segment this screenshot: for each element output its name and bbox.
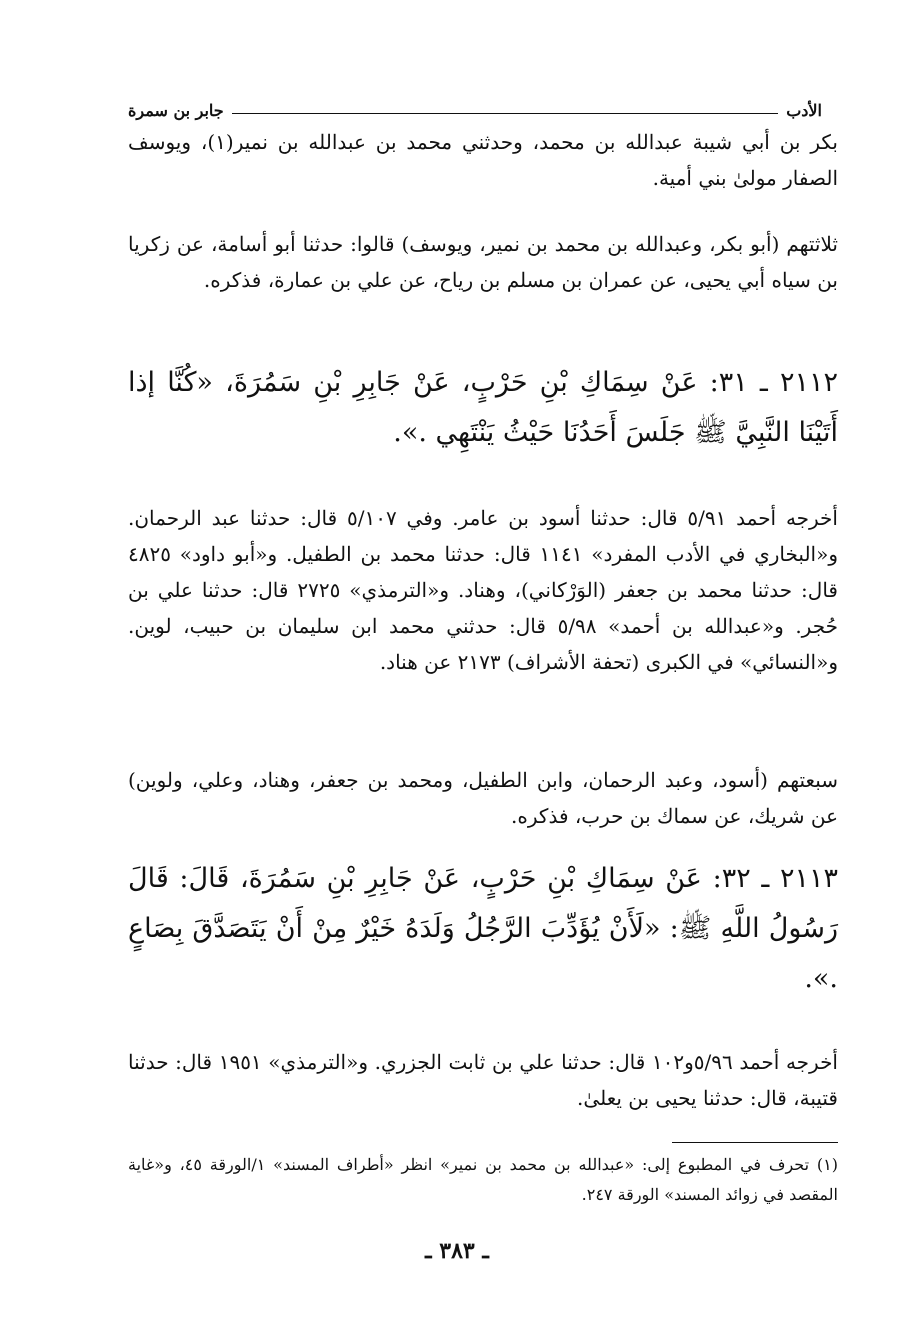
paragraph: أخرجه أحمد ٥/٩٦و١٠٢ قال: حدثنا علي بن ثابت الجزري. و«الترمذي» ١٩٥١ قال: حدثنا قتيبة، قال: حدثنا يحيى بن يعلىٰ. bbox=[128, 1050, 838, 1110]
hadith-text: ٢١١٣ ـ ٣٢: عَنْ سِمَاكِ بْنِ حَرْبٍ، عَنْ جَابِرِ بْنِ سَمُرَةَ، قَالَ: قَالَ رَسُولُ اللَّهِ ﷺ: «لَأَنْ يُؤَدِّبَ الرَّجُلُ وَلَدَهُ خَيْرٌ مِنْ أَنْ يَتَصَدَّقَ بِصَاعٍ .». bbox=[128, 863, 838, 994]
text-block-3 bbox=[128, 500, 838, 680]
hadith-block-2113 bbox=[128, 854, 838, 1004]
running-head bbox=[128, 94, 822, 120]
text-block-2 bbox=[128, 226, 838, 298]
chapter-title: جابر بن سمرة bbox=[128, 101, 224, 120]
header-rule bbox=[232, 113, 779, 114]
paragraph: أخرجه أحمد ٥/٩١ قال: حدثنا أسود بن عامر. وفي ٥/١٠٧ قال: حدثنا عبد الرحمان. و«البخاري في الأدب المفرد» ١١٤١ قال: حدثنا محمد بن الطفيل. و«أبو داود» ٤٨٢٥ قال: حدثنا محمد بن جعفر (الوَرْكاني)، وهناد. و«الترمذي» ٢٧٢٥ قال: حدثنا علي بن حُجر. و«عبدالله بن أحمد» ٥/٩٨ قال: حدثني محمد ابن سليمان بن حبيب، لوين. و«النسائي» في الكبرى (تحفة الأشراف) ٢١٧٣ عن هناد. bbox=[128, 506, 838, 674]
text-block-4 bbox=[128, 762, 838, 834]
text-block-1 bbox=[128, 124, 838, 196]
text-block-5 bbox=[128, 1044, 838, 1116]
page-number: ـ ٣٨٣ ـ bbox=[425, 1238, 489, 1264]
paragraph: بكر بن أبي شيبة عبدالله بن محمد، وحدثني محمد بن عبدالله بن نمير(١)، ويوسف الصفار مولىٰ بني أمية. bbox=[128, 130, 839, 190]
paragraph: سبعتهم (أسود، وعبد الرحمان، وابن الطفيل، ومحمد بن جعفر، وهناد، وعلي، ولوين) عن شريك، عن سماك بن حرب، فذكره. bbox=[128, 768, 839, 828]
hadith-text: ٢١١٢ ـ ٣١: عَنْ سِمَاكِ بْنِ حَرْبٍ، عَنْ جَابِرِ بْنِ سَمُرَةَ، «كُنَّا إذا أَتَيْنَا النَّبِيَّ ﷺ جَلَسَ أَحَدُنَا حَيْثُ يَنْتَهِي .». bbox=[128, 367, 838, 448]
hadith-block-2112 bbox=[128, 358, 838, 458]
paragraph: ثلاثتهم (أبو بكر، وعبدالله بن محمد بن نمير، ويوسف) قالوا: حدثنا أبو أسامة، عن زكريا بن سياه أبي يحيى، عن عمران بن مسلم بن رياح، عن علي بن عمارة، فذكره. bbox=[128, 232, 838, 292]
footnote-separator bbox=[672, 1142, 838, 1143]
book-section-title: الأدب bbox=[786, 101, 822, 120]
footnote: (١) تحرف في المطبوع إلى: «عبدالله بن محمد بن نمير» انظر «أطراف المسند» ١/الورقة ٤٥، و«غاية المقصد في زوائد المسند» الورقة ٢٤٧. bbox=[128, 1155, 838, 1204]
